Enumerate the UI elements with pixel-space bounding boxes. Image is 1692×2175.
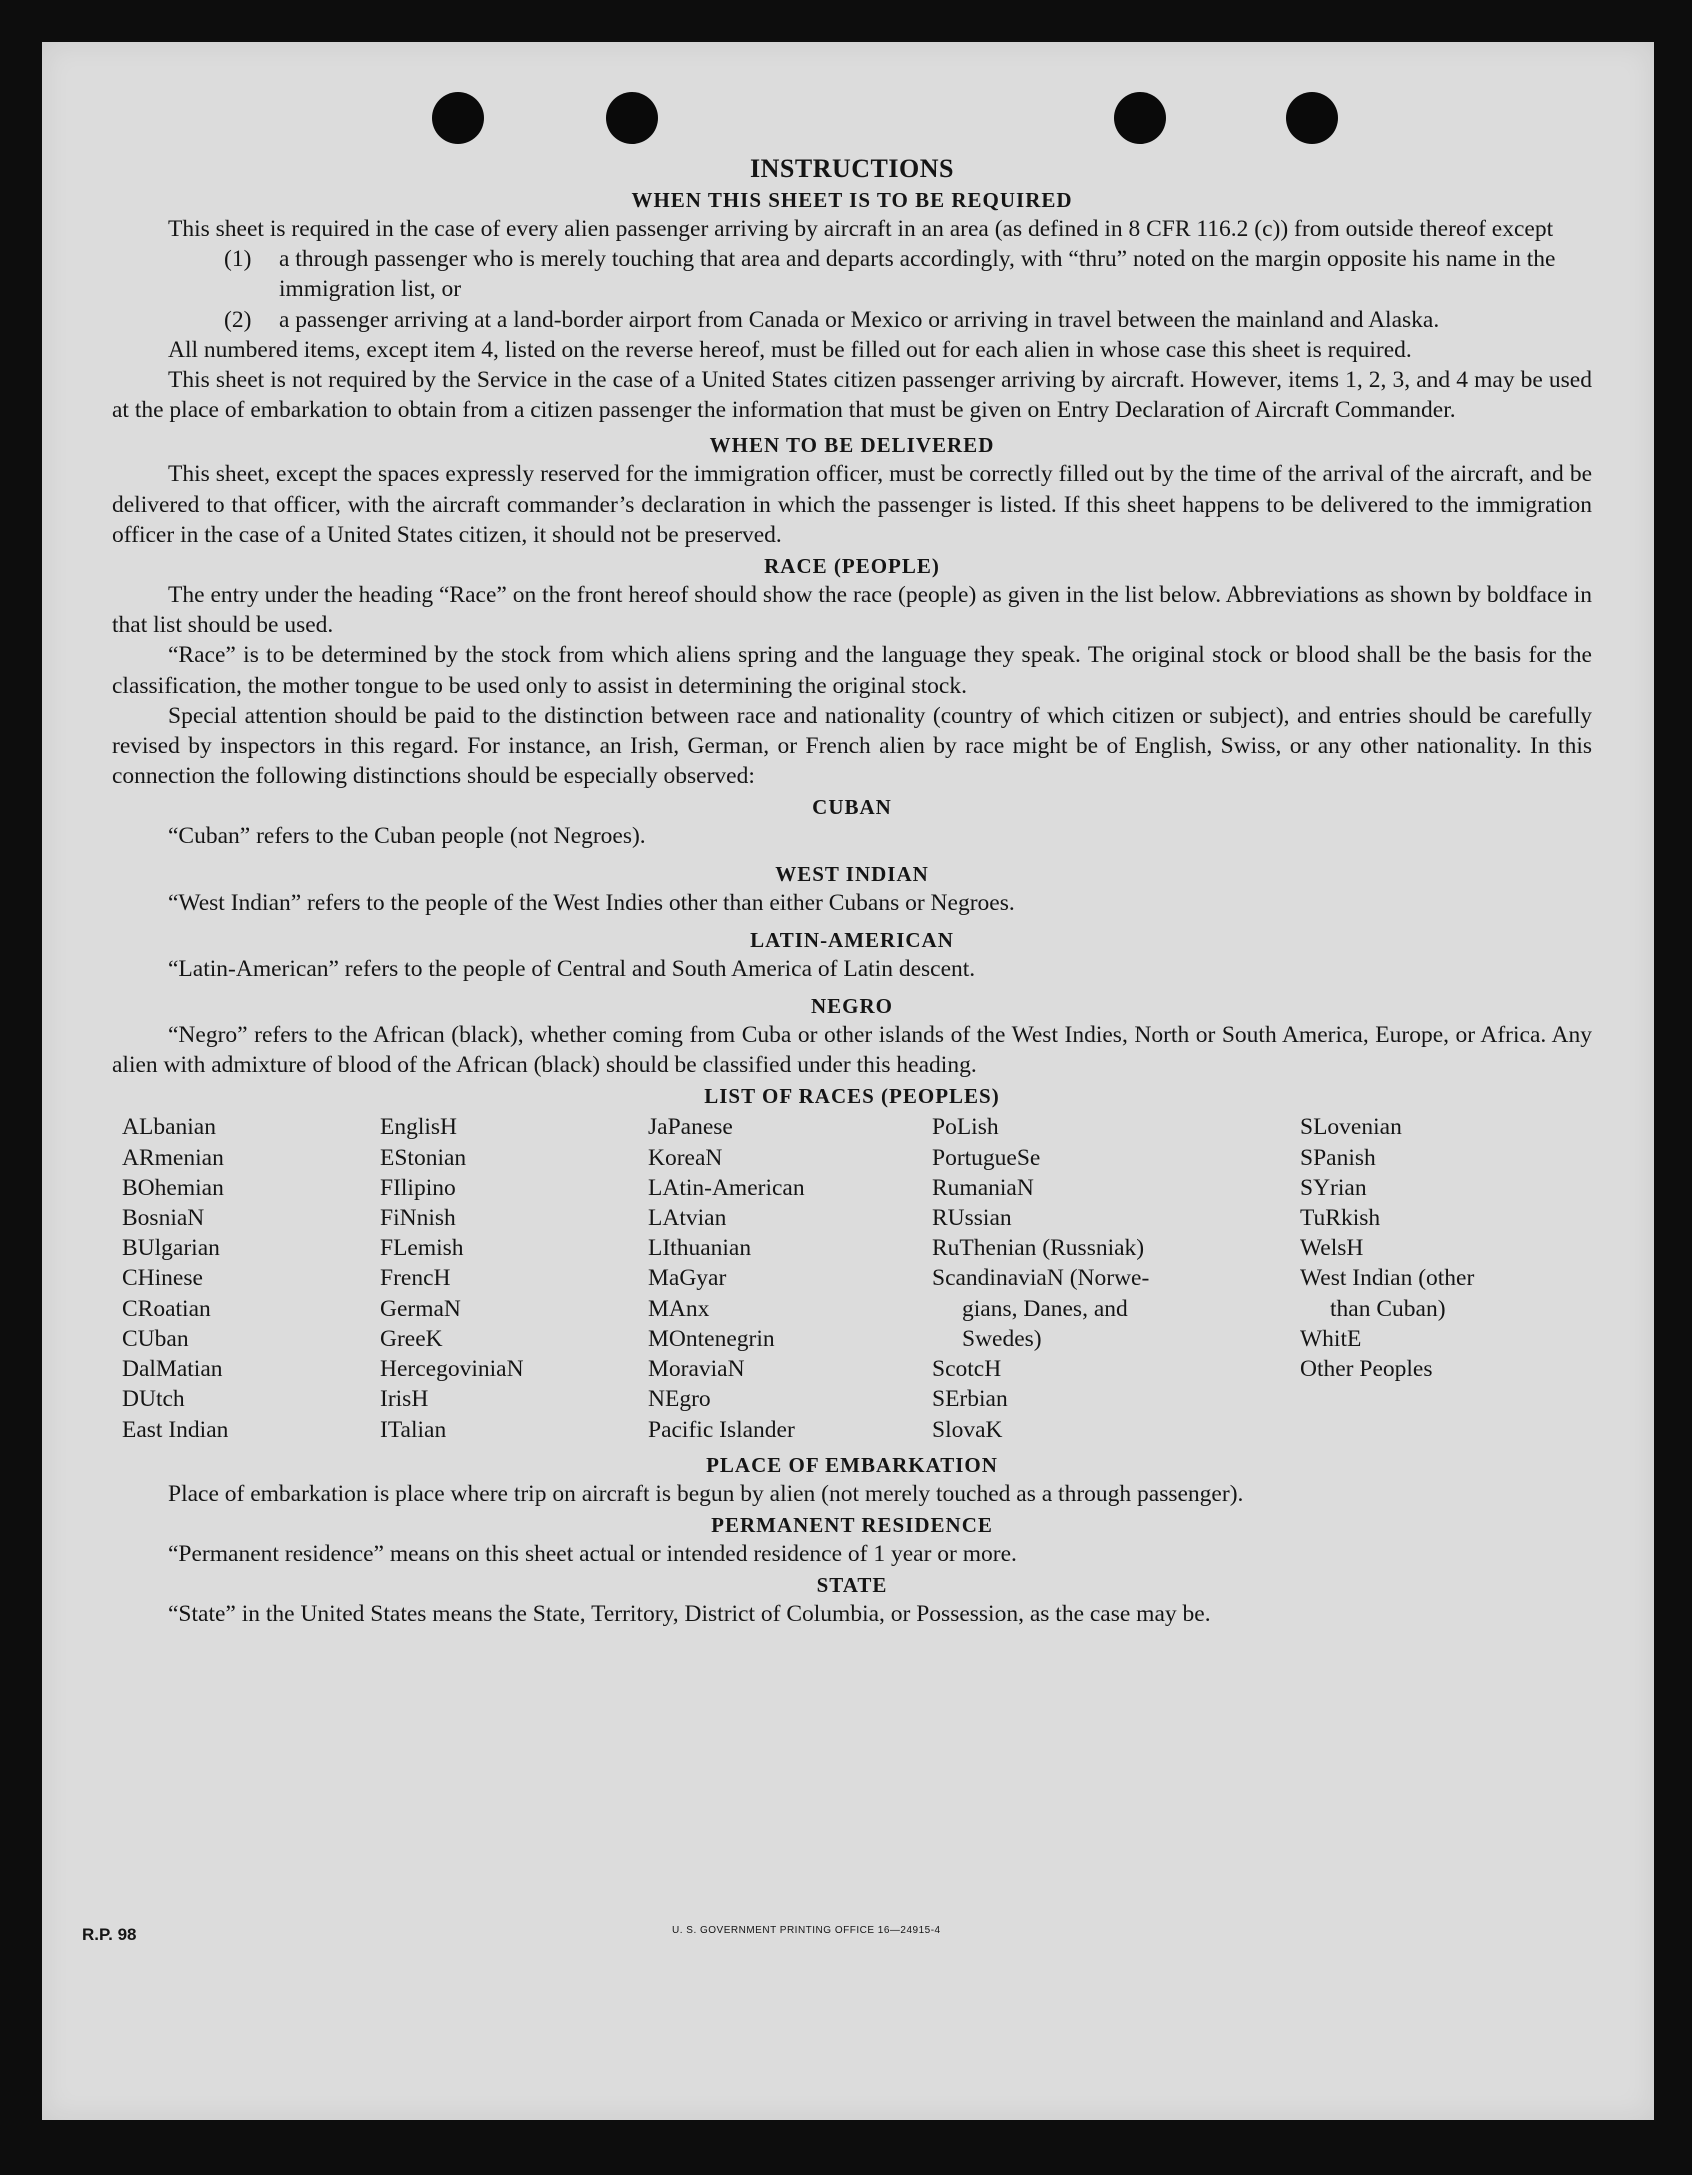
race-entry: DalMatian	[122, 1356, 223, 1383]
race-entry: FLemish	[380, 1235, 464, 1262]
section-heading-race: RACE (PEOPLE)	[764, 554, 940, 579]
race-entry: ScandinaviaN (Norwe-	[932, 1265, 1150, 1292]
negro-definition: “Negro” refers to the African (black), whether coming from Cuba or other islands of the West Indies, North or South America, Europe, or Africa. Any alien with admixture of blood of the African (black) should be classified under this heading.	[112, 1022, 1592, 1079]
section-heading-west-indian: WEST INDIAN	[775, 861, 929, 886]
race-entry: gians, Danes, and	[962, 1295, 1128, 1322]
race-entry: TuRkish	[1300, 1205, 1381, 1232]
race-entry: RUssian	[932, 1205, 1012, 1232]
section-heading-embarkation: PLACE OF EMBARKATION	[706, 1452, 998, 1477]
section-heading-state: STATE	[816, 1573, 888, 1598]
document-sheet	[42, 42, 1654, 2120]
page-title: INSTRUCTIONS	[750, 154, 954, 183]
state-text: “State” in the United States means the State, Territory, District of Columbia, or Possession, as the case may be.	[168, 1601, 1211, 1628]
race-entry: RumaniaN	[932, 1174, 1034, 1201]
race-entry: MAnx	[648, 1295, 710, 1322]
exception-item: (2) a passenger arriving at a land-border airport from Canada or Mexico or arriving in travel between the mainland and Alaska.	[224, 306, 1440, 333]
race-entry: JaPanese	[648, 1114, 733, 1141]
section-heading-when-delivered: WHEN TO BE DELIVERED	[709, 433, 995, 458]
section-heading-when-required: WHEN THIS SHEET IS TO BE REQUIRED	[631, 188, 1073, 212]
section-heading-negro: NEGRO	[810, 994, 893, 1019]
race-entry: PortugueSe	[932, 1144, 1041, 1171]
residence-text: “Permanent residence” means on this sheet actual or intended residence of 1 year or more.	[168, 1540, 1017, 1567]
citizen-note: This sheet is not required by the Service in the case of a United States citizen passenger arriving by aircraft. However, items 1, 2, 3, and 4 may be used at the place of embarkation to obtain from a citizen passenger the information that must be given on Entry Declaration of Aircraft Commander.	[112, 367, 1592, 424]
latin-american-definition: “Latin-American” refers to the people of Central and South America of Latin descent.	[168, 955, 976, 982]
section-heading-cuban: CUBAN	[812, 795, 892, 820]
race-entry: MOntenegrin	[648, 1325, 775, 1352]
race-entry: BosniaN	[122, 1205, 205, 1232]
race-entry: West Indian (other	[1300, 1265, 1475, 1292]
west-indian-definition: “West Indian” refers to the people of the West Indies other than either Cubans or Negroes.	[168, 889, 1015, 916]
race-entry: MaGyar	[648, 1265, 727, 1292]
race-entry: EStonian	[380, 1144, 467, 1171]
race-entry: CUban	[122, 1325, 189, 1352]
race-entry: BOhemian	[122, 1174, 224, 1201]
race-entry: ARmenian	[122, 1144, 224, 1171]
race-entry: ALbanian	[122, 1114, 216, 1141]
race-entry: FrencH	[380, 1265, 451, 1292]
race-entry: ScotcH	[932, 1356, 1002, 1383]
section-heading-list-of-races: LIST OF RACES (PEOPLES)	[704, 1084, 1000, 1109]
instructions-content	[112, 110, 1592, 1629]
delivery-text: This sheet, except the spaces expressly reserved for the immigration officer, must be correctly filled out by the time of the arrival of the aircraft, and be delivered to that officer, with the aircraft commander’s declaration in which the passenger is listed. If this sheet happens to be delivered to the immigration officer in the case of a United States citizen, it should not be preserved.	[112, 461, 1592, 548]
race-para-2: “Race” is to be determined by the stock from which aliens spring and the language they speak. The original stock or blood shall be the basis for the classification, the mother tongue to be used only to assist in determining the original stock.	[112, 642, 1592, 699]
race-para-1: The entry under the heading “Race” on the front hereof should show the race (people) as given in the list below. Abbreviations as shown by boldface in that list should be used.	[112, 582, 1592, 639]
race-entry: FIlipino	[380, 1174, 456, 1201]
race-entry: IrisH	[380, 1386, 429, 1413]
races-column	[122, 1112, 380, 1444]
race-entry: CHinese	[122, 1265, 203, 1292]
race-entry: SErbian	[932, 1386, 1008, 1413]
race-entry: GreeK	[380, 1325, 443, 1352]
race-entry: WhitE	[1300, 1325, 1362, 1352]
race-entry: East Indian	[122, 1416, 229, 1443]
race-entry: SlovaK	[932, 1416, 1003, 1443]
race-entry: Pacific Islander	[648, 1416, 795, 1443]
required-intro: This sheet is required in the case of every alien passenger arriving by aircraft in an area (as defined in 8 CFR 116.2 (c)) from outside thereof except	[168, 216, 1554, 242]
race-entry: SPanish	[1300, 1144, 1376, 1171]
race-entry: KoreaN	[648, 1144, 723, 1171]
race-entry: Other Peoples	[1300, 1356, 1433, 1383]
section-heading-latin-american: LATIN-AMERICAN	[750, 927, 954, 952]
races-column	[648, 1112, 932, 1444]
race-entry: MoraviaN	[648, 1356, 745, 1383]
race-entry: than Cuban)	[1330, 1295, 1446, 1322]
race-entry: BUlgarian	[122, 1235, 220, 1262]
race-entry: CRoatian	[122, 1295, 211, 1322]
numbered-items-note: All numbered items, except item 4, listed on the reverse hereof, must be filled out for each alien in whose case this sheet is required.	[168, 336, 1412, 363]
race-entry: DUtch	[122, 1386, 185, 1413]
race-entry: NEgro	[648, 1386, 711, 1413]
race-entry: SYrian	[1300, 1174, 1367, 1201]
section-heading-permanent-residence: PERMANENT RESIDENCE	[711, 1512, 993, 1537]
race-entry: SLovenian	[1300, 1114, 1402, 1141]
form-number: R.P. 98	[82, 1925, 137, 1944]
race-entry: ITalian	[380, 1416, 447, 1443]
race-entry: FiNnish	[380, 1205, 456, 1232]
embarkation-text: Place of embarkation is place where trip on aircraft is begun by alien (not merely touched as a through passenger).	[168, 1480, 1244, 1507]
race-entry: LAtvian	[648, 1205, 727, 1232]
printer-imprint: U. S. GOVERNMENT PRINTING OFFICE 16—24915-4	[672, 1925, 941, 1936]
race-entry: PoLish	[932, 1114, 999, 1141]
race-entry: LAtin-American	[648, 1174, 805, 1201]
races-column	[932, 1112, 1300, 1444]
race-entry: RuThenian (Russniak)	[932, 1235, 1145, 1262]
race-entry: LIthuanian	[648, 1235, 752, 1262]
races-column	[1300, 1112, 1560, 1444]
races-column	[380, 1112, 648, 1444]
race-entry: EnglisH	[380, 1114, 458, 1141]
race-entry: WelsH	[1300, 1235, 1364, 1262]
race-entry: Swedes)	[962, 1325, 1042, 1352]
cuban-definition: “Cuban” refers to the Cuban people (not Negroes).	[168, 823, 646, 850]
race-entry: HercegoviniaN	[380, 1356, 524, 1383]
race-entry: GermaN	[380, 1295, 461, 1322]
races-list	[112, 1112, 1592, 1444]
exception-item: (1) a through passenger who is merely touching that area and departs accordingly, with “thru” noted on the margin opposite his name in the immigration list, or	[224, 246, 1556, 303]
race-para-3: Special attention should be paid to the distinction between race and nationality (country of which citizen or subject), and entries should be carefully revised by inspectors in this regard. For instance, an Irish, German, or French alien by race might be of English, Swiss, or any other nationality. In this connection the following distinctions should be especially observed:	[112, 702, 1592, 790]
